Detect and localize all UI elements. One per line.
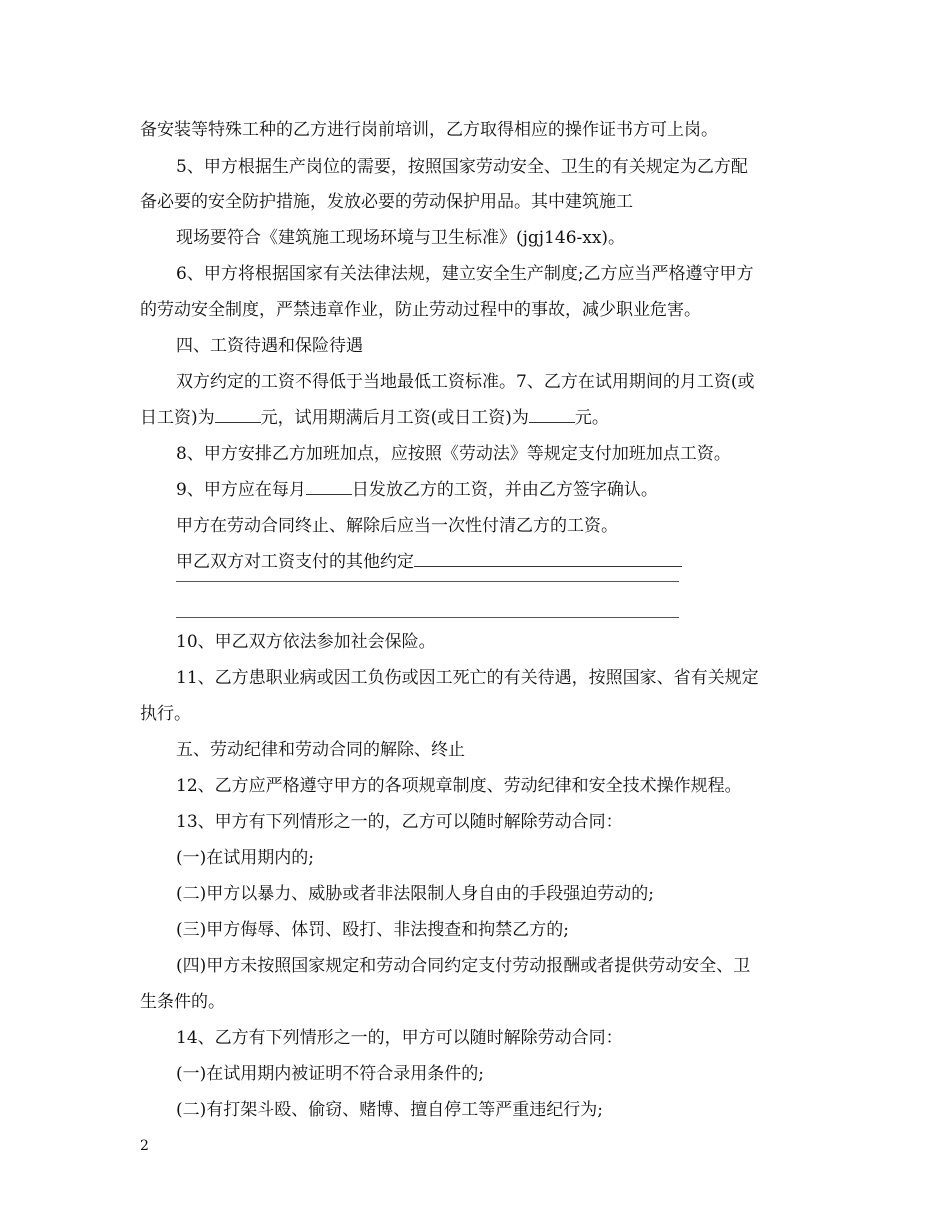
wage-blank-probation[interactable] xyxy=(215,407,261,423)
payday-line xyxy=(176,478,658,502)
paragraph-line: 12、乙方应严格遵守甲方的各项规章制度、劳动纪律和安全技术操作规程。 xyxy=(176,776,742,796)
paragraph-line: 甲方在劳动合同终止、解除后应当一次性付清乙方的工资。 xyxy=(176,516,618,536)
paragraph-line: 11、乙方患职业病或因工负伤或因工死亡的有关待遇，按照国家、省有关规定 xyxy=(176,668,759,688)
fill-in-rule[interactable] xyxy=(176,617,679,618)
paragraph-line: 现场要符合《建筑施工现场环境与卫生标准》(jgj146-xx)。 xyxy=(176,228,626,248)
list-item: (四)甲方未按照国家规定和劳动合同约定支付劳动报酬或者提供劳动安全、卫 xyxy=(176,956,751,976)
paragraph-line: 生条件的。 xyxy=(140,992,225,1012)
other-terms-blank[interactable] xyxy=(414,551,682,567)
list-item: (二)有打架斗殴、偷窃、赌博、擅自停工等严重违纪行为; xyxy=(176,1100,603,1120)
page-number: 2 xyxy=(140,1138,149,1154)
paragraph-line: 10、甲乙双方依法参加社会保险。 xyxy=(176,632,436,652)
wage-text-3: 元。 xyxy=(574,408,609,428)
paragraph-line: 备安装等特殊工种的乙方进行岗前培训，乙方取得相应的操作证书方可上岗。 xyxy=(140,120,718,140)
payday-blank[interactable] xyxy=(306,479,352,495)
other-terms-line xyxy=(176,550,682,574)
paragraph-line: 14、乙方有下列情形之一的，甲方可以随时解除劳动合同： xyxy=(176,1028,623,1048)
list-item: (一)在试用期内被证明不符合录用条件的; xyxy=(176,1064,484,1084)
paragraph-line: 13、甲方有下列情形之一的，乙方可以随时解除劳动合同： xyxy=(176,812,623,832)
section-heading: 五、劳动纪律和劳动合同的解除、终止 xyxy=(176,740,465,760)
wage-text-2: 元，试用期满后月工资(或日工资)为 xyxy=(260,408,529,428)
paragraph-line: 执行。 xyxy=(140,704,191,724)
payday-text-2: 日发放乙方的工资，并由乙方签字确认。 xyxy=(351,480,658,500)
paragraph-line: 双方约定的工资不得低于当地最低工资标准。7、乙方在试用期间的月工资(或 xyxy=(176,372,755,392)
payday-text-1: 9、甲方应在每月 xyxy=(176,480,306,500)
list-item: (三)甲方侮辱、体罚、殴打、非法搜查和拘禁乙方的; xyxy=(176,920,569,940)
list-item: (二)甲方以暴力、威胁或者非法限制人身自由的手段强迫劳动的; xyxy=(176,884,654,904)
wage-text-1: 日工资)为 xyxy=(140,408,215,428)
wage-blank-regular[interactable] xyxy=(529,407,575,423)
section-heading: 四、工资待遇和保险待遇 xyxy=(176,336,363,356)
paragraph-line: 备必要的安全防护措施，发放必要的劳动保护用品。其中建筑施工 xyxy=(140,192,633,212)
other-terms-label: 甲乙双方对工资支付的其他约定 xyxy=(176,552,414,572)
fill-in-rule[interactable] xyxy=(176,581,679,582)
paragraph-line: 6、甲方将根据国家有关法律法规，建立安全生产制度;乙方应当严格遵守甲方 xyxy=(176,264,754,284)
paragraph-line: 5、甲方根据生产岗位的需要，按照国家劳动安全、卫生的有关规定为乙方配 xyxy=(176,157,748,177)
list-item: (一)在试用期内的; xyxy=(176,848,314,868)
paragraph-line: 8、甲方安排乙方加班加点，应按照《劳动法》等规定支付加班加点工资。 xyxy=(176,444,731,464)
paragraph-line: 的劳动安全制度，严禁违章作业，防止劳动过程中的事故，减少职业危害。 xyxy=(140,300,701,320)
wage-line xyxy=(140,406,609,430)
